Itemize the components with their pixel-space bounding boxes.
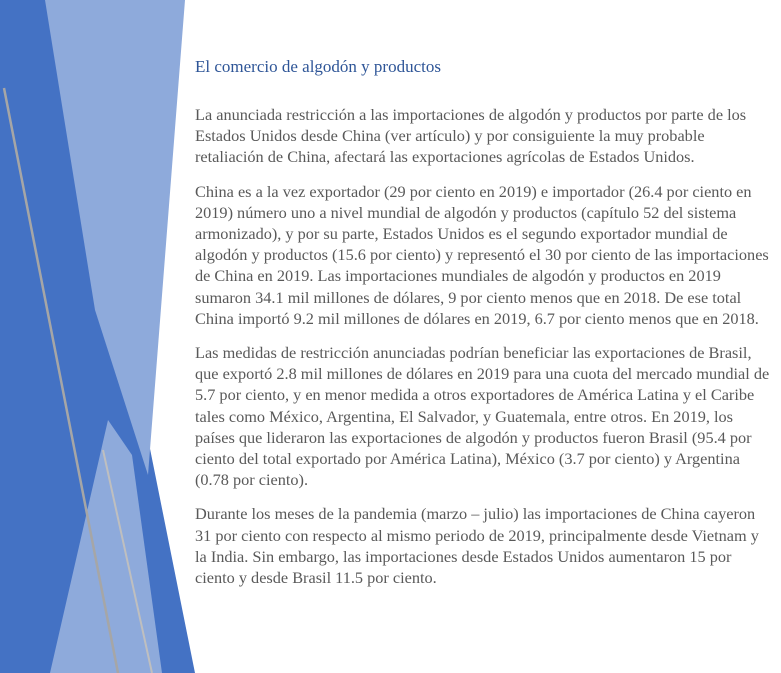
decor-gray-line-left xyxy=(4,88,118,673)
decor-dark-blue-band xyxy=(0,0,195,673)
paragraph-brazil-latam: Las medidas de restricción anunciadas podrían beneficiar las exportaciones de Brasil, que exportó 2.8 mil millones de dólares en 2019 para una cuota del mercado mundial de 5.7 por ciento, y en menor medida a otros exportadores de América Latina y el Caribe tales como México, Argentina, El Salvador, y Guatemala, entre otros. En 2019, los países que lideraron las exportaciones de algodón y productos fueron Brasil (95.4 por ciento del total exportado por América Latina), México (3.7 por ciento) y Argentina (0.78 por ciento). xyxy=(195,343,770,490)
decor-light-blue-triangle-top xyxy=(45,0,185,475)
paragraph-china-trade: China es a la vez exportador (29 por ciento en 2019) e importador (26.4 por ciento en 2019) número uno a nivel mundial de algodón y productos (capítulo 52 del sistema armonizado), y por su parte, Estados Unidos es el segundo exportador mundial de algodón y productos (15.6 por ciento) y representó el 30 por ciento de las importaciones de China en 2019. Las importaciones mundiales de algodón y productos en 2019 sumaron 34.1 mil millones de dólares, 9 por ciento menos que en 2018. De ese total China importó 9.2 mil millones de dólares en 2019, 6.7 por ciento menos que en 2018. xyxy=(195,181,769,328)
document-body xyxy=(195,56,770,601)
decor-gray-line-right xyxy=(103,450,152,673)
paragraph-pandemic: Durante los meses de la pandemia (marzo – julio) las importaciones de China cayeron 31 por ciento con respecto al mismo periodo de 2019, principalmente desde Vietnam y la India. Sin embargo, las importaciones desde Estados Unidos aumentaron 15 por ciento y desde Brasil 11.5 por ciento. xyxy=(195,504,759,588)
decor-light-blue-triangle-bottom xyxy=(50,420,162,673)
document-title: El comercio de algodón y productos xyxy=(195,57,441,76)
paragraph-intro: La anunciada restricción a las importaciones de algodón y productos por parte de los Estados Unidos desde China (ver artículo) y por consiguiente la muy probable retaliación de China, afectará las exportaciones agrícolas de Estados Unidos. xyxy=(195,105,747,167)
